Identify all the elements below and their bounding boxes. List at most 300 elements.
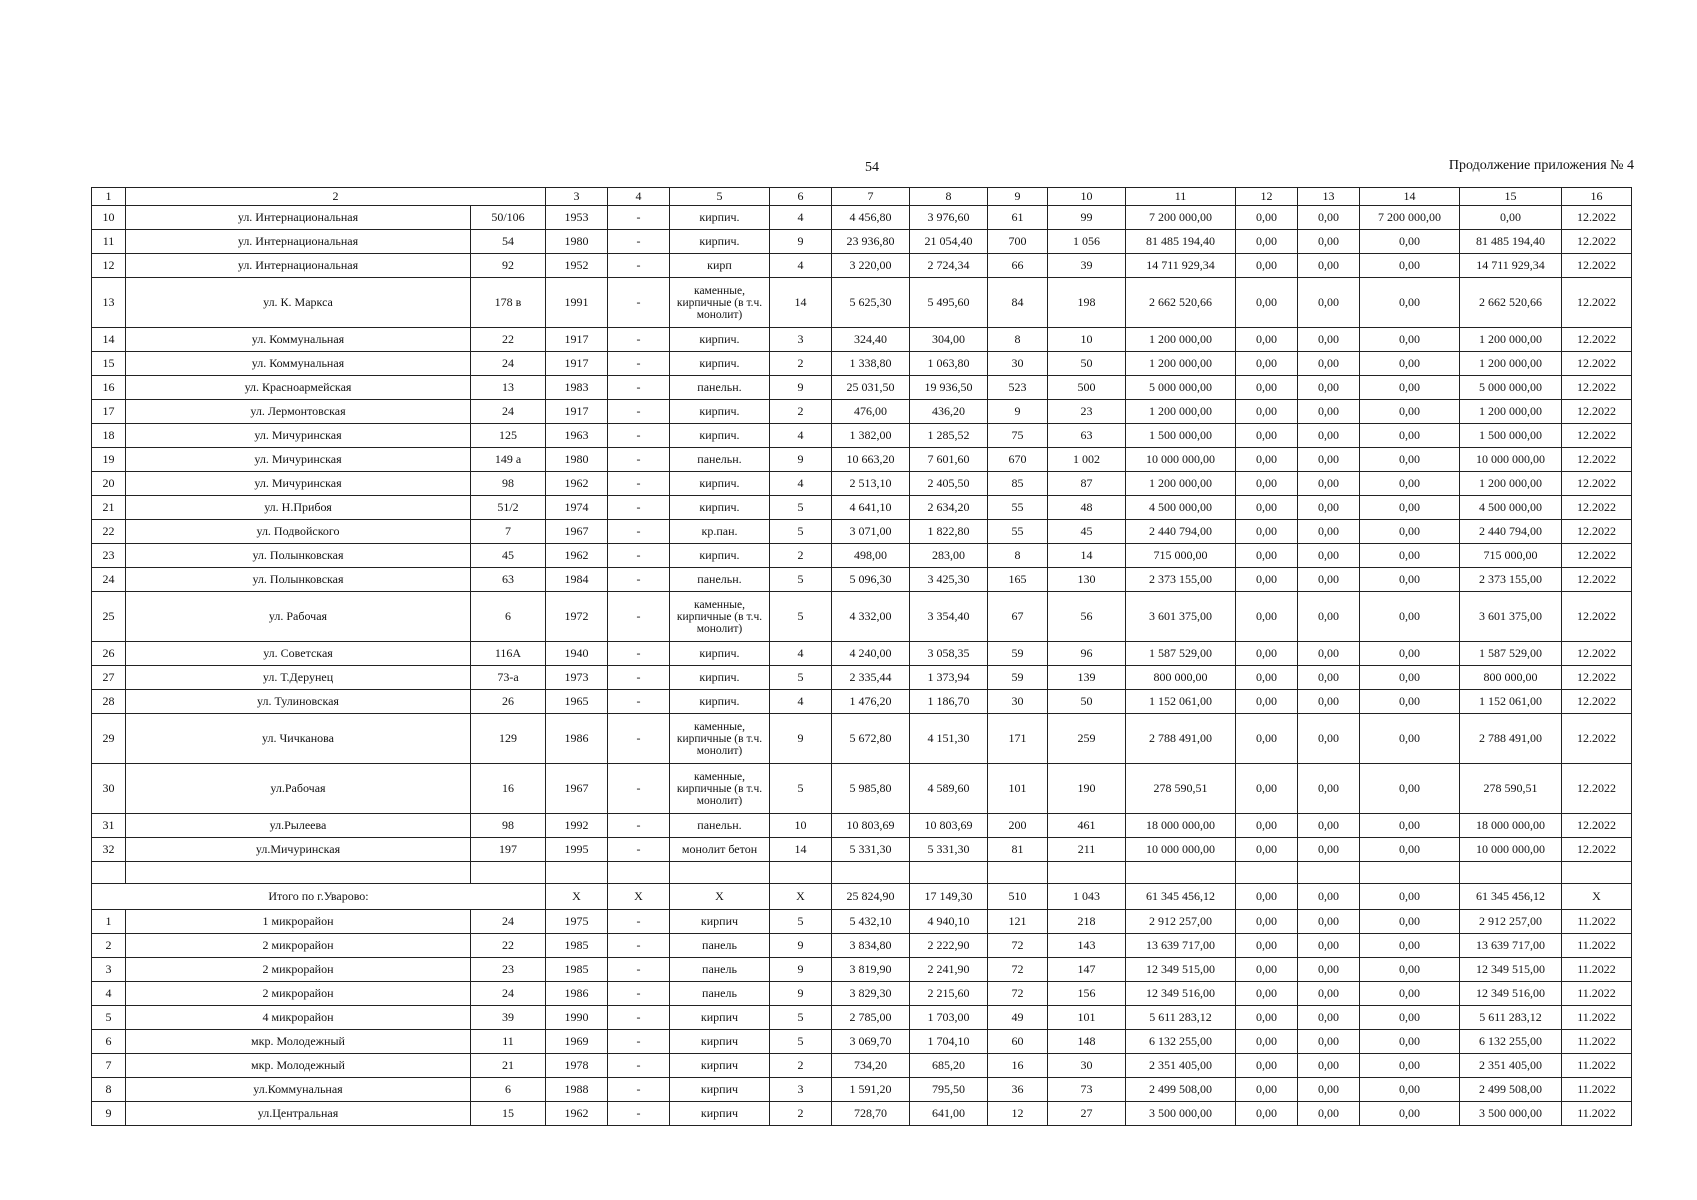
cell-year: 1962 [546, 472, 608, 496]
cell-c10: 63 [1048, 424, 1126, 448]
total-area-living: 17 149,30 [910, 884, 988, 910]
cell-area-total: 3 071,00 [832, 520, 910, 544]
cell-c15: 13 639 717,00 [1460, 934, 1562, 958]
cell-n: 29 [92, 714, 126, 764]
cell-c12: 0,00 [1236, 764, 1298, 814]
table-body [92, 188, 1632, 1126]
cell-c9: 84 [988, 278, 1048, 328]
cell-year: 1940 [546, 642, 608, 666]
cell-floors: 5 [770, 764, 832, 814]
cell-c4: - [608, 1078, 670, 1102]
cell-year: 1917 [546, 352, 608, 376]
table-row [92, 666, 1632, 690]
cell-c13: 0,00 [1298, 982, 1360, 1006]
cell-term: 12.2022 [1562, 690, 1632, 714]
cell-street: ул. Мичуринская [126, 424, 471, 448]
cell-floors: 5 [770, 666, 832, 690]
cell-c9: 85 [988, 472, 1048, 496]
cell-material: каменные, кирпичные (в т.ч. монолит) [670, 592, 770, 642]
cell-term: 12.2022 [1562, 544, 1632, 568]
cell-n: 31 [92, 814, 126, 838]
cell-c4: - [608, 520, 670, 544]
total-c12: 0,00 [1236, 884, 1298, 910]
cell-c11: 13 639 717,00 [1126, 934, 1236, 958]
cell-c13: 0,00 [1298, 714, 1360, 764]
cell-floors: 5 [770, 592, 832, 642]
cell-floors: 4 [770, 206, 832, 230]
cell-c13: 0,00 [1298, 400, 1360, 424]
cell-c4: - [608, 400, 670, 424]
cell-c9: 55 [988, 496, 1048, 520]
cell-n: 4 [92, 982, 126, 1006]
table-row [92, 642, 1632, 666]
cell-c9: 16 [988, 1054, 1048, 1078]
cell-c4: - [608, 206, 670, 230]
cell-material: кирпич. [670, 544, 770, 568]
table-row [92, 838, 1632, 862]
cell-area-living: 7 601,60 [910, 448, 988, 472]
cell-c14: 0,00 [1360, 520, 1460, 544]
cell-c15: 2 440 794,00 [1460, 520, 1562, 544]
cell-n: 23 [92, 544, 126, 568]
cell-term: 12.2022 [1562, 230, 1632, 254]
cell-c4: - [608, 1102, 670, 1126]
cell-n: 21 [92, 496, 126, 520]
cell-c15: 2 351 405,00 [1460, 1054, 1562, 1078]
cell-area-living: 1 822,80 [910, 520, 988, 544]
cell-c11: 1 200 000,00 [1126, 328, 1236, 352]
cell-floors: 9 [770, 934, 832, 958]
cell-year: 1995 [546, 838, 608, 862]
cell-year: 1983 [546, 376, 608, 400]
cell-c9: 60 [988, 1030, 1048, 1054]
cell-house: 51/2 [471, 496, 546, 520]
cell-house: 197 [471, 838, 546, 862]
cell-c11: 4 500 000,00 [1126, 496, 1236, 520]
cell-n: 2 [92, 934, 126, 958]
cell-street: ул. Н.Прибоя [126, 496, 471, 520]
cell-c15: 4 500 000,00 [1460, 496, 1562, 520]
cell-term: 11.2022 [1562, 934, 1632, 958]
cell-area-total: 1 338,80 [832, 352, 910, 376]
cell-c12: 0,00 [1236, 934, 1298, 958]
blank-cell [546, 862, 608, 884]
cell-street: 2 микрорайон [126, 934, 471, 958]
table-row [92, 496, 1632, 520]
cell-c4: - [608, 376, 670, 400]
cell-c15: 12 349 515,00 [1460, 958, 1562, 982]
cell-material: кирпич [670, 1030, 770, 1054]
header-col-4: 4 [608, 188, 670, 206]
cell-house: 24 [471, 982, 546, 1006]
cell-street: ул. Интернациональная [126, 254, 471, 278]
table-row [92, 230, 1632, 254]
cell-c10: 87 [1048, 472, 1126, 496]
cell-area-total: 5 331,30 [832, 838, 910, 862]
cell-area-living: 2 215,60 [910, 982, 988, 1006]
cell-c15: 10 000 000,00 [1460, 838, 1562, 862]
cell-c14: 0,00 [1360, 400, 1460, 424]
cell-c12: 0,00 [1236, 496, 1298, 520]
cell-c10: 27 [1048, 1102, 1126, 1126]
cell-c9: 61 [988, 206, 1048, 230]
cell-year: 1986 [546, 982, 608, 1006]
cell-n: 8 [92, 1078, 126, 1102]
cell-area-living: 1 186,70 [910, 690, 988, 714]
cell-c4: - [608, 472, 670, 496]
cell-c14: 7 200 000,00 [1360, 206, 1460, 230]
cell-c9: 8 [988, 328, 1048, 352]
cell-c11: 1 152 061,00 [1126, 690, 1236, 714]
cell-year: 1980 [546, 230, 608, 254]
cell-floors: 2 [770, 544, 832, 568]
cell-c4: - [608, 328, 670, 352]
header-col-2: 2 [126, 188, 546, 206]
cell-n: 13 [92, 278, 126, 328]
cell-term: 11.2022 [1562, 910, 1632, 934]
cell-house: 125 [471, 424, 546, 448]
cell-c12: 0,00 [1236, 254, 1298, 278]
cell-n: 32 [92, 838, 126, 862]
table-row [92, 472, 1632, 496]
cell-c15: 278 590,51 [1460, 764, 1562, 814]
cell-c11: 7 200 000,00 [1126, 206, 1236, 230]
cell-street: ул.Рылеева [126, 814, 471, 838]
cell-term: 11.2022 [1562, 1102, 1632, 1126]
cell-c10: 56 [1048, 592, 1126, 642]
cell-floors: 3 [770, 328, 832, 352]
cell-c12: 0,00 [1236, 642, 1298, 666]
cell-c14: 0,00 [1360, 838, 1460, 862]
cell-c14: 0,00 [1360, 764, 1460, 814]
cell-area-living: 2 405,50 [910, 472, 988, 496]
cell-area-living: 4 589,60 [910, 764, 988, 814]
table-row [92, 814, 1632, 838]
cell-material: кирпич. [670, 666, 770, 690]
cell-c9: 165 [988, 568, 1048, 592]
table-row [92, 910, 1632, 934]
cell-term: 11.2022 [1562, 982, 1632, 1006]
cell-c12: 0,00 [1236, 1006, 1298, 1030]
table-row [92, 400, 1632, 424]
cell-c13: 0,00 [1298, 544, 1360, 568]
cell-c14: 0,00 [1360, 910, 1460, 934]
cell-house: 149 а [471, 448, 546, 472]
cell-area-living: 283,00 [910, 544, 988, 568]
table-row [92, 714, 1632, 764]
cell-n: 30 [92, 764, 126, 814]
blank-cell [1048, 862, 1126, 884]
cell-c14: 0,00 [1360, 714, 1460, 764]
cell-area-living: 436,20 [910, 400, 988, 424]
cell-c13: 0,00 [1298, 690, 1360, 714]
cell-term: 12.2022 [1562, 278, 1632, 328]
table-row [92, 206, 1632, 230]
cell-c10: 39 [1048, 254, 1126, 278]
cell-c4: - [608, 448, 670, 472]
cell-c9: 523 [988, 376, 1048, 400]
cell-c15: 800 000,00 [1460, 666, 1562, 690]
cell-material: кирпич [670, 910, 770, 934]
cell-area-living: 10 803,69 [910, 814, 988, 838]
cell-house: 98 [471, 472, 546, 496]
cell-c14: 0,00 [1360, 472, 1460, 496]
cell-c12: 0,00 [1236, 568, 1298, 592]
cell-year: 1967 [546, 520, 608, 544]
cell-term: 12.2022 [1562, 448, 1632, 472]
table-row [92, 328, 1632, 352]
cell-c12: 0,00 [1236, 666, 1298, 690]
total-c4: X [608, 884, 670, 910]
cell-material: панельн. [670, 814, 770, 838]
cell-n: 10 [92, 206, 126, 230]
cell-c4: - [608, 982, 670, 1006]
cell-c13: 0,00 [1298, 1054, 1360, 1078]
cell-c14: 0,00 [1360, 1030, 1460, 1054]
cell-material: панельн. [670, 448, 770, 472]
cell-term: 12.2022 [1562, 666, 1632, 690]
cell-c11: 2 351 405,00 [1126, 1054, 1236, 1078]
cell-c13: 0,00 [1298, 328, 1360, 352]
cell-street: ул. Чичканова [126, 714, 471, 764]
cell-c4: - [608, 1006, 670, 1030]
cell-c11: 10 000 000,00 [1126, 448, 1236, 472]
cell-c10: 211 [1048, 838, 1126, 862]
cell-c10: 48 [1048, 496, 1126, 520]
cell-c11: 2 499 508,00 [1126, 1078, 1236, 1102]
cell-house: 50/106 [471, 206, 546, 230]
header-col-8: 8 [910, 188, 988, 206]
cell-floors: 5 [770, 568, 832, 592]
cell-area-total: 3 819,90 [832, 958, 910, 982]
cell-c9: 75 [988, 424, 1048, 448]
cell-house: 24 [471, 352, 546, 376]
cell-c15: 2 788 491,00 [1460, 714, 1562, 764]
table-row [92, 690, 1632, 714]
cell-c13: 0,00 [1298, 376, 1360, 400]
cell-c9: 101 [988, 764, 1048, 814]
cell-material: кирпич. [670, 424, 770, 448]
cell-street: ул. Тулиновская [126, 690, 471, 714]
cell-house: 26 [471, 690, 546, 714]
blank-cell [1236, 862, 1298, 884]
cell-c14: 0,00 [1360, 328, 1460, 352]
cell-c15: 10 000 000,00 [1460, 448, 1562, 472]
cell-c12: 0,00 [1236, 1102, 1298, 1126]
cell-c11: 2 912 257,00 [1126, 910, 1236, 934]
cell-floors: 9 [770, 982, 832, 1006]
cell-street: ул. Интернациональная [126, 230, 471, 254]
cell-c9: 12 [988, 1102, 1048, 1126]
table-row [92, 592, 1632, 642]
cell-c13: 0,00 [1298, 448, 1360, 472]
cell-area-living: 2 724,34 [910, 254, 988, 278]
cell-c15: 1 200 000,00 [1460, 352, 1562, 376]
total-c6: X [770, 884, 832, 910]
cell-c10: 148 [1048, 1030, 1126, 1054]
cell-area-total: 476,00 [832, 400, 910, 424]
cell-c15: 2 373 155,00 [1460, 568, 1562, 592]
cell-c10: 73 [1048, 1078, 1126, 1102]
cell-c10: 500 [1048, 376, 1126, 400]
cell-area-total: 1 591,20 [832, 1078, 910, 1102]
cell-c14: 0,00 [1360, 254, 1460, 278]
cell-street: 2 микрорайон [126, 982, 471, 1006]
cell-c12: 0,00 [1236, 376, 1298, 400]
cell-n: 22 [92, 520, 126, 544]
cell-floors: 2 [770, 400, 832, 424]
cell-year: 1967 [546, 764, 608, 814]
blank-cell [988, 862, 1048, 884]
cell-year: 1980 [546, 448, 608, 472]
cell-house: 15 [471, 1102, 546, 1126]
cell-c11: 278 590,51 [1126, 764, 1236, 814]
header-row [92, 188, 1632, 206]
cell-area-total: 324,40 [832, 328, 910, 352]
cell-term: 12.2022 [1562, 496, 1632, 520]
cell-year: 1974 [546, 496, 608, 520]
cell-c15: 3 500 000,00 [1460, 1102, 1562, 1126]
cell-floors: 4 [770, 424, 832, 448]
cell-c13: 0,00 [1298, 934, 1360, 958]
cell-n: 26 [92, 642, 126, 666]
cell-area-living: 3 354,40 [910, 592, 988, 642]
cell-c14: 0,00 [1360, 568, 1460, 592]
header-col-1: 1 [92, 188, 126, 206]
table-row [92, 1102, 1632, 1126]
cell-material: кирпич. [670, 690, 770, 714]
cell-house: 98 [471, 814, 546, 838]
cell-street: 1 микрорайон [126, 910, 471, 934]
cell-floors: 5 [770, 520, 832, 544]
cell-c14: 0,00 [1360, 982, 1460, 1006]
cell-house: 39 [471, 1006, 546, 1030]
cell-year: 1984 [546, 568, 608, 592]
cell-c12: 0,00 [1236, 206, 1298, 230]
cell-c9: 670 [988, 448, 1048, 472]
cell-c9: 121 [988, 910, 1048, 934]
header-col-10: 10 [1048, 188, 1126, 206]
cell-year: 1969 [546, 1030, 608, 1054]
cell-term: 12.2022 [1562, 328, 1632, 352]
cell-c13: 0,00 [1298, 592, 1360, 642]
cell-c9: 30 [988, 690, 1048, 714]
cell-c9: 59 [988, 642, 1048, 666]
cell-c15: 1 587 529,00 [1460, 642, 1562, 666]
cell-floors: 5 [770, 1006, 832, 1030]
cell-c9: 72 [988, 982, 1048, 1006]
cell-area-total: 5 625,30 [832, 278, 910, 328]
cell-c4: - [608, 910, 670, 934]
cell-area-total: 2 785,00 [832, 1006, 910, 1030]
cell-c10: 461 [1048, 814, 1126, 838]
cell-c10: 23 [1048, 400, 1126, 424]
cell-c13: 0,00 [1298, 838, 1360, 862]
cell-material: каменные, кирпичные (в т.ч. монолит) [670, 764, 770, 814]
table-row [92, 568, 1632, 592]
cell-c15: 1 500 000,00 [1460, 424, 1562, 448]
header-col-6: 6 [770, 188, 832, 206]
cell-material: панельн. [670, 568, 770, 592]
cell-n: 3 [92, 958, 126, 982]
table-row [92, 764, 1632, 814]
cell-c15: 6 132 255,00 [1460, 1030, 1562, 1054]
cell-c10: 143 [1048, 934, 1126, 958]
cell-area-living: 2 634,20 [910, 496, 988, 520]
cell-area-living: 5 331,30 [910, 838, 988, 862]
cell-floors: 4 [770, 254, 832, 278]
cell-house: 45 [471, 544, 546, 568]
total-c10: 1 043 [1048, 884, 1126, 910]
cell-n: 16 [92, 376, 126, 400]
cell-n: 20 [92, 472, 126, 496]
cell-c10: 96 [1048, 642, 1126, 666]
cell-term: 11.2022 [1562, 1006, 1632, 1030]
cell-c15: 2 499 508,00 [1460, 1078, 1562, 1102]
header-col-15: 15 [1460, 188, 1562, 206]
header-col-5: 5 [670, 188, 770, 206]
total-c11: 61 345 456,12 [1126, 884, 1236, 910]
cell-c11: 5 611 283,12 [1126, 1006, 1236, 1030]
cell-floors: 4 [770, 690, 832, 714]
cell-c9: 700 [988, 230, 1048, 254]
header-col-3: 3 [546, 188, 608, 206]
cell-c15: 5 000 000,00 [1460, 376, 1562, 400]
continuation-label: Продолжение приложения № 4 [1448, 158, 1634, 173]
cell-house: 23 [471, 958, 546, 982]
cell-c14: 0,00 [1360, 1078, 1460, 1102]
cell-c10: 156 [1048, 982, 1126, 1006]
cell-c10: 1 056 [1048, 230, 1126, 254]
cell-c9: 81 [988, 838, 1048, 862]
cell-house: 11 [471, 1030, 546, 1054]
cell-c13: 0,00 [1298, 1102, 1360, 1126]
cell-area-living: 1 063,80 [910, 352, 988, 376]
blank-cell [910, 862, 988, 884]
header-col-9: 9 [988, 188, 1048, 206]
cell-c13: 0,00 [1298, 1030, 1360, 1054]
cell-c10: 99 [1048, 206, 1126, 230]
blank-cell [1562, 862, 1632, 884]
cell-area-living: 1 703,00 [910, 1006, 988, 1030]
cell-c9: 72 [988, 958, 1048, 982]
cell-material: кирпич. [670, 496, 770, 520]
cell-c11: 10 000 000,00 [1126, 838, 1236, 862]
cell-c9: 171 [988, 714, 1048, 764]
cell-c13: 0,00 [1298, 958, 1360, 982]
cell-area-total: 4 456,80 [832, 206, 910, 230]
cell-c13: 0,00 [1298, 230, 1360, 254]
cell-c10: 10 [1048, 328, 1126, 352]
cell-street: ул. Т.Дерунец [126, 666, 471, 690]
cell-c4: - [608, 278, 670, 328]
cell-c9: 8 [988, 544, 1048, 568]
header-col-14: 14 [1360, 188, 1460, 206]
cell-area-total: 5 096,30 [832, 568, 910, 592]
cell-n: 14 [92, 328, 126, 352]
cell-area-living: 19 936,50 [910, 376, 988, 400]
cell-c15: 81 485 194,40 [1460, 230, 1562, 254]
register-table [91, 187, 1632, 1126]
total-c13: 0,00 [1298, 884, 1360, 910]
cell-house: 7 [471, 520, 546, 544]
cell-house: 116А [471, 642, 546, 666]
cell-material: кирпич. [670, 400, 770, 424]
cell-c10: 147 [1048, 958, 1126, 982]
blank-cell [471, 862, 546, 884]
cell-c14: 0,00 [1360, 278, 1460, 328]
cell-house: 22 [471, 934, 546, 958]
